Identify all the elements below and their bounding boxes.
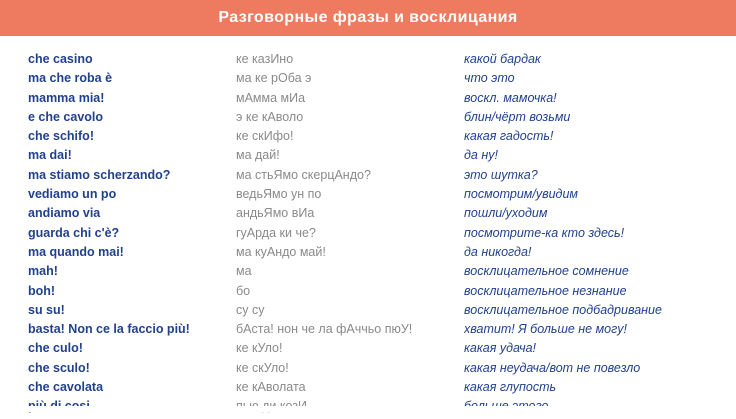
table-row xyxy=(28,187,708,206)
russian-translation: блин/чёрт возьми xyxy=(464,109,571,124)
transliteration: ма куАндо май! xyxy=(236,244,326,259)
transliteration: ма дай! xyxy=(236,148,280,163)
table-row xyxy=(28,52,708,71)
transliteration: ведьЯмо ун по xyxy=(236,187,322,202)
phrase-table xyxy=(0,52,736,419)
russian-translation: хватит! Я больше не могу! xyxy=(464,322,628,337)
russian-translation: восклицательное сомнение xyxy=(464,264,629,279)
transliteration: ке скУло! xyxy=(236,360,289,375)
table-row xyxy=(28,341,708,360)
table-row xyxy=(28,264,708,283)
italian-phrase: basta! Non ce la faccio più! xyxy=(28,322,190,337)
transliteration: гуАрда ки че? xyxy=(236,225,316,240)
transliteration: мАмма мИа xyxy=(236,90,306,105)
italian-phrase: vediamo un po xyxy=(28,187,117,202)
russian-translation: восклицательное незнание xyxy=(464,283,627,298)
russian-translation: да ну! xyxy=(464,148,498,163)
table-row xyxy=(28,380,708,399)
table-row xyxy=(28,206,708,225)
italian-phrase: ma stiamo scherzando? xyxy=(28,167,171,182)
table-row xyxy=(28,284,708,303)
italian-phrase: mamma mia! xyxy=(28,90,105,105)
transliteration: ма xyxy=(236,264,252,279)
transliteration: ке скИфо! xyxy=(236,129,294,144)
italian-phrase: andiamo via xyxy=(28,206,101,221)
footer-spacer xyxy=(0,406,736,412)
transliteration: ма ке рОба э xyxy=(236,71,312,86)
russian-translation: воскл. мамочка! xyxy=(464,90,557,105)
italian-phrase: ma quando mai! xyxy=(28,244,124,259)
italian-phrase: guarda chi c'è? xyxy=(28,225,120,240)
russian-translation: восклицательное подбадривание xyxy=(464,302,662,317)
russian-translation: какая глупость xyxy=(464,380,557,395)
russian-translation: да никогда! xyxy=(464,244,532,259)
russian-translation: какая неудача/вот не повезло xyxy=(464,360,641,375)
table-row xyxy=(28,168,708,187)
table-row xyxy=(28,226,708,245)
russian-translation: посмотрим/увидим xyxy=(464,187,578,202)
russian-translation: какая гадость! xyxy=(464,129,554,144)
transliteration: ке кАволата xyxy=(236,380,306,395)
italian-phrase: ma che roba è xyxy=(28,71,113,86)
russian-translation: что это xyxy=(464,71,515,86)
italian-phrase: che cavolata xyxy=(28,380,104,395)
table-row xyxy=(28,361,708,380)
transliteration: ке кУло! xyxy=(236,341,283,356)
transliteration: э ке кАволо xyxy=(236,109,304,124)
table-row xyxy=(28,110,708,129)
transliteration: ма стьЯмо скерцАндо? xyxy=(236,167,371,182)
table-row xyxy=(28,91,708,110)
italian-phrase: boh! xyxy=(28,283,56,298)
italian-phrase: su su! xyxy=(28,302,65,317)
italian-phrase: e che cavolo xyxy=(28,109,104,124)
transliteration: андьЯмо вИа xyxy=(236,206,315,221)
italian-phrase: che schifo! xyxy=(28,129,94,144)
italian-phrase: ma dai! xyxy=(28,148,72,163)
russian-translation: посмотрите-ка кто здесь! xyxy=(464,225,625,240)
transliteration: бАста! нон че ла фАччьо пюУ! xyxy=(236,322,413,337)
italian-phrase: che sculo! xyxy=(28,360,90,375)
header-bar xyxy=(0,0,736,36)
transliteration: ке казИно xyxy=(236,52,294,66)
italian-phrase: che casino xyxy=(28,52,93,66)
italian-phrase: mah! xyxy=(28,264,58,279)
page-title: Разговорные фразы и восклицания xyxy=(218,9,518,26)
italian-phrase: che culo! xyxy=(28,341,83,356)
table-row xyxy=(28,245,708,264)
table-row xyxy=(28,322,708,341)
transliteration: бо xyxy=(236,283,251,298)
russian-translation: какой бардак xyxy=(464,52,541,66)
table-row xyxy=(28,71,708,90)
table-row xyxy=(28,303,708,322)
transliteration: су су xyxy=(236,302,265,317)
russian-translation: это шутка? xyxy=(464,167,538,182)
table-row xyxy=(28,148,708,167)
russian-translation: пошли/уходим xyxy=(464,206,548,221)
table-row xyxy=(28,129,708,148)
russian-translation: какая удача! xyxy=(464,341,537,356)
